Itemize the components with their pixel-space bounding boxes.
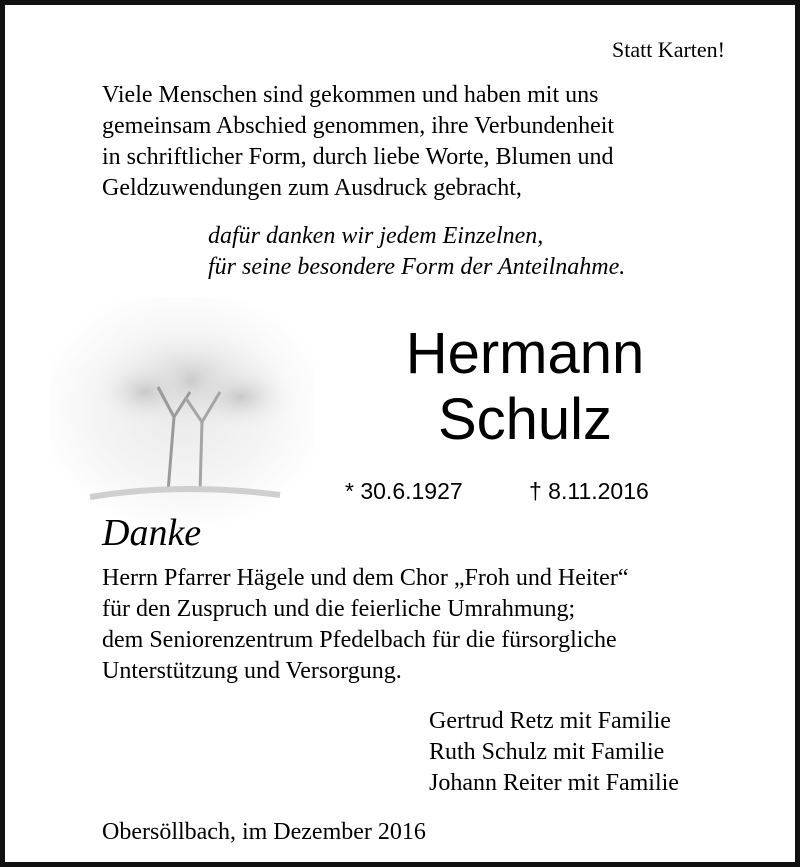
intro-paragraph xyxy=(102,80,614,204)
danke-line: Herrn Pfarrer Hägele und dem Chor „Froh und Heiter“ xyxy=(102,565,629,591)
signer: Gertrud Retz mit Familie xyxy=(429,708,671,734)
thanks-line: für seine besondere Form der Anteilnahme. xyxy=(208,254,626,280)
intro-line: gemeinsam Abschied genommen, ihre Verbundenheit xyxy=(102,113,615,139)
thanks-paragraph xyxy=(208,221,625,283)
signers-list xyxy=(429,706,679,799)
danke-line: dem Seniorenzentrum Pfedelbach für die fürsorgliche xyxy=(102,627,617,653)
tree-illustration xyxy=(50,297,315,522)
intro-line: Geldzuwendungen zum Ausdruck gebracht, xyxy=(102,175,522,201)
place-date: Obersöllbach, im Dezember 2016 xyxy=(102,819,426,845)
danke-line: für den Zuspruch und die feierliche Umrahmung; xyxy=(102,596,576,622)
last-name: Schulz xyxy=(437,387,613,452)
statt-karten-note: Statt Karten! xyxy=(611,37,725,62)
danke-line: Unterstützung und Versorgung. xyxy=(102,658,402,684)
birth-date: * 30.6.1927 xyxy=(345,478,463,504)
first-name: Hermann xyxy=(405,321,645,386)
death-date: † 8.11.2016 xyxy=(529,478,649,504)
danke-heading: Danke xyxy=(102,512,202,554)
signer: Johann Reiter mit Familie xyxy=(429,770,679,796)
signer: Ruth Schulz mit Familie xyxy=(429,739,665,765)
deceased-name xyxy=(355,321,695,453)
intro-line: in schriftlicher Form, durch liebe Worte, Blumen und xyxy=(102,144,614,170)
thanks-line: dafür danken wir jedem Einzelnen, xyxy=(208,223,544,249)
intro-line: Viele Menschen sind gekommen und haben mit uns xyxy=(102,82,599,108)
danke-paragraph xyxy=(102,563,628,687)
